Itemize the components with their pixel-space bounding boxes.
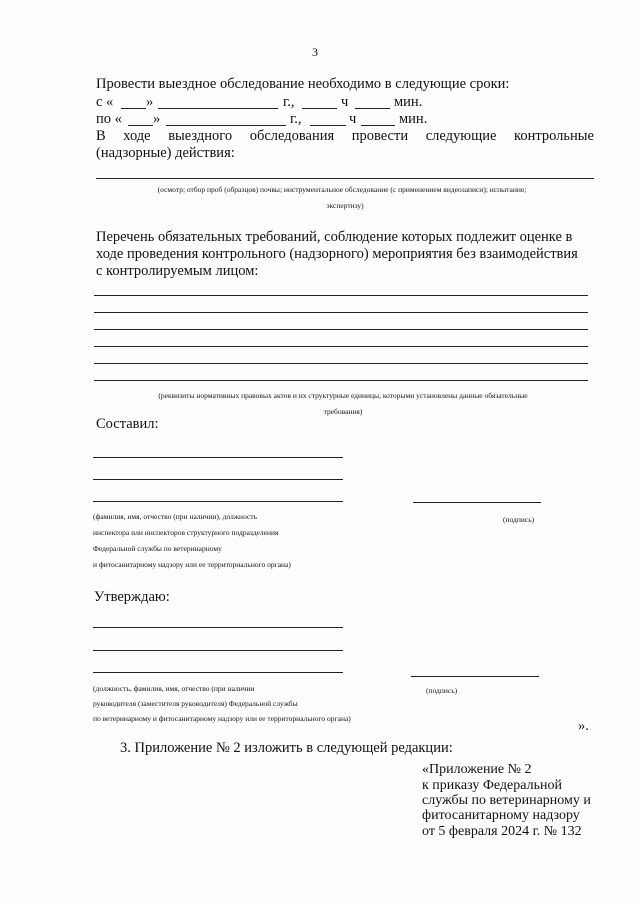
approved-input-line[interactable]: [93, 650, 343, 651]
closing-quote-mark: ».: [578, 718, 589, 734]
requirements-caption-line1: (реквизиты нормативных правовых актов и их структурные единицы, которыми установлены данные обязательные: [158, 391, 528, 400]
appendix-line4: фитосанитарному надзору: [422, 808, 580, 823]
item-3-text: 3. Приложение № 2 изложить в следующей редакции:: [120, 740, 453, 756]
requirements-input-line[interactable]: [94, 346, 588, 347]
actions-caption-line2: экспертизу): [326, 201, 364, 210]
from-date-field[interactable]: [302, 108, 337, 109]
compiled-caption4: и фитосанитарному надзору или ее территориального органа): [93, 560, 291, 569]
actions-word: следующие: [425, 128, 497, 144]
from-minutes-label: мин.: [394, 94, 423, 110]
requirements-input-line[interactable]: [94, 295, 588, 296]
approved-input-line[interactable]: [93, 627, 343, 628]
approved-caption2: руководителя (заместителя руководителя) Федеральной службы: [93, 699, 298, 708]
actions-word: контрольные: [514, 128, 594, 144]
compiled-caption3: Федеральной службы по ветеринарному: [93, 544, 222, 553]
actions-input-line[interactable]: [96, 178, 594, 179]
actions-line2: (надзорные) действия:: [96, 145, 235, 161]
approved-label: Утверждаю:: [94, 589, 170, 605]
requirements-input-line[interactable]: [94, 329, 588, 330]
requirements-caption-line2: требования): [323, 407, 363, 416]
compiled-caption1: (фамилия, имя, отчество (при наличии), должность: [93, 512, 258, 521]
to-hour-field[interactable]: [361, 125, 395, 126]
from-prefix: с «: [96, 94, 114, 110]
appendix-line3: службы по ветеринарному и: [422, 793, 591, 808]
compiled-input-line[interactable]: [93, 501, 343, 502]
compiled-signature-caption: (подпись): [503, 515, 535, 524]
to-hour-label: ч: [349, 111, 357, 127]
appendix-line5: от 5 февраля 2024 г. № 132: [422, 824, 582, 839]
compiled-signature-line[interactable]: [413, 502, 541, 503]
from-year-suffix: г.,: [283, 94, 295, 110]
actions-word: провести: [351, 128, 409, 144]
to-prefix: по «: [96, 111, 122, 127]
actions-caption-line1: (осмотр; отбор проб (образцов) почвы; инструментальное обследование (с применением видеозаписи); испытание;: [157, 185, 527, 194]
compiled-caption2: инспектора или инспекторов структурного подразделения: [93, 528, 279, 537]
approved-caption3: по ветеринарному и фитосанитарному надзору или ее территориального органа): [93, 714, 351, 723]
from-month-field[interactable]: [158, 108, 278, 109]
appendix-line2: к приказу Федеральной: [422, 778, 562, 793]
from-quote-close: »: [146, 94, 154, 110]
terms-heading: Провести выездное обследование необходимо в следующие сроки:: [96, 76, 510, 92]
compiled-input-line[interactable]: [93, 457, 343, 458]
to-month-field[interactable]: [166, 125, 286, 126]
actions-word: В: [96, 128, 106, 144]
to-quote-close: »: [153, 111, 161, 127]
actions-word: обследования: [249, 128, 335, 144]
from-hour-label: ч: [341, 94, 349, 110]
actions-line1: [96, 128, 594, 145]
from-hour-field[interactable]: [355, 108, 390, 109]
approved-caption1: (должность, фамилия, имя, отчество (при наличии: [93, 684, 255, 693]
from-day-field[interactable]: [121, 108, 146, 109]
approved-signature-caption: (подпись): [426, 686, 458, 695]
requirements-line3: с контролируемым лицом:: [96, 263, 259, 279]
requirements-input-line[interactable]: [94, 380, 588, 381]
actions-word: выездного: [168, 128, 233, 144]
to-day-field[interactable]: [128, 125, 153, 126]
requirements-line1: Перечень обязательных требований, соблюдение которых подлежит оценке в: [96, 229, 573, 245]
actions-word: ходе: [123, 128, 151, 144]
to-year-suffix: г.,: [290, 111, 302, 127]
requirements-line2: ходе проведения контрольного (надзорного) мероприятия без взаимодействия: [96, 246, 578, 262]
approved-input-line[interactable]: [93, 672, 343, 673]
compiled-input-line[interactable]: [93, 479, 343, 480]
approved-signature-line[interactable]: [411, 676, 539, 677]
requirements-input-line[interactable]: [94, 363, 588, 364]
to-date-field[interactable]: [310, 125, 346, 126]
to-minutes-label: мин.: [399, 111, 428, 127]
page-number: 3: [312, 45, 318, 59]
compiled-label: Составил:: [96, 416, 159, 432]
requirements-input-line[interactable]: [94, 312, 588, 313]
appendix-line1: «Приложение № 2: [422, 762, 532, 777]
